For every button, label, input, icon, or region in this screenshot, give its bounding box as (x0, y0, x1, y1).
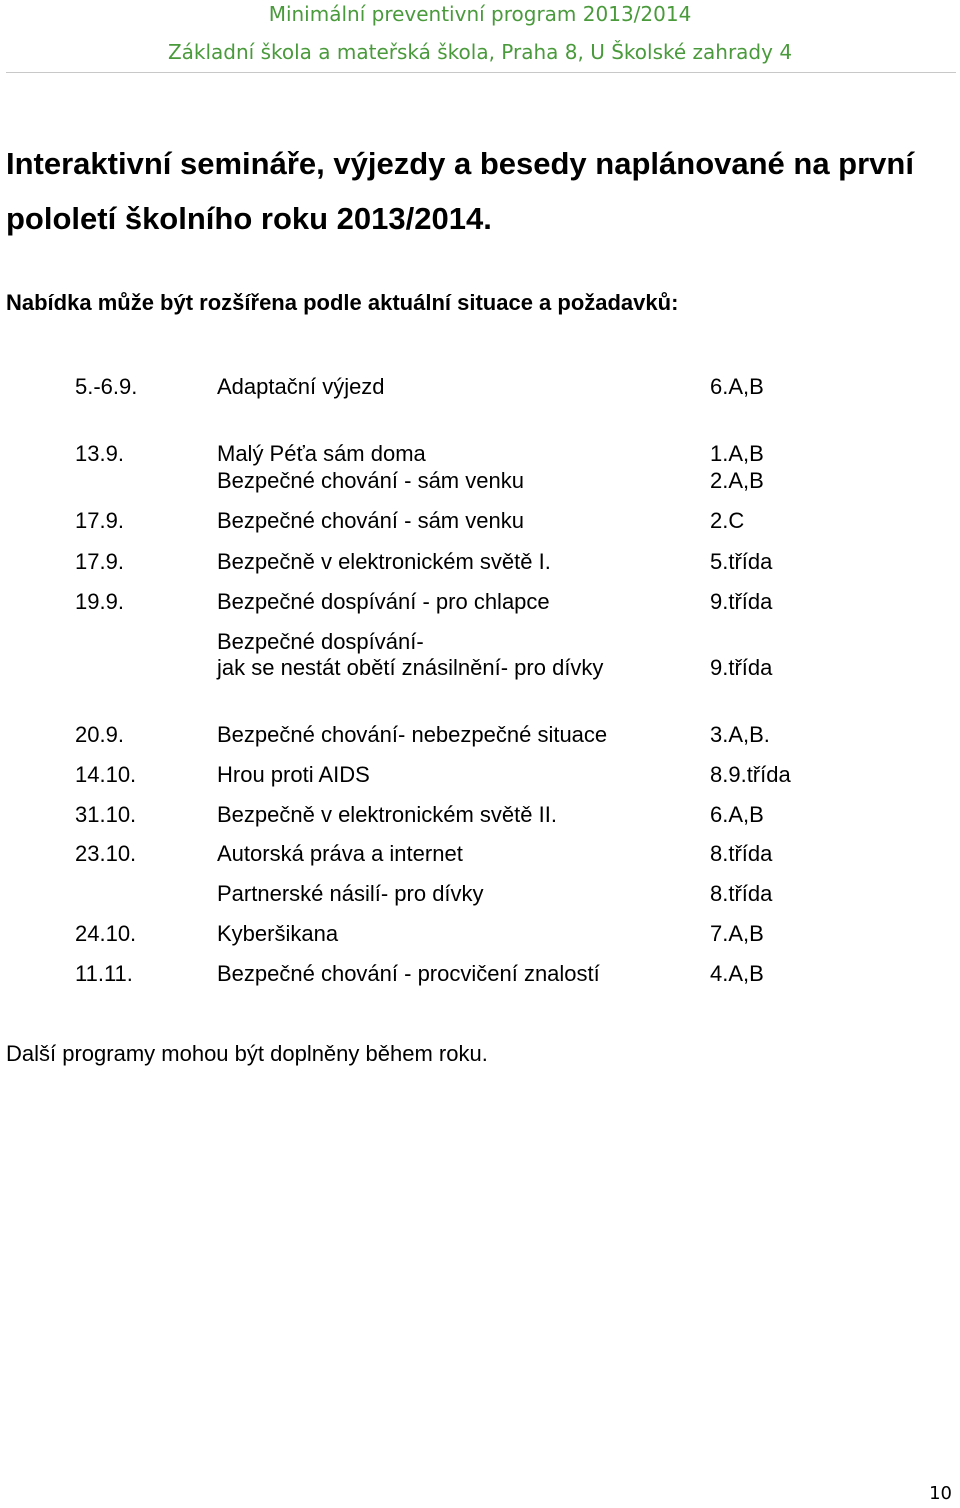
schedule-title: Kyberšikana (217, 921, 339, 946)
schedule-class: 6.A,B (710, 374, 764, 399)
schedule-title: Bezpečné chování - sám venku (217, 508, 524, 533)
schedule-class: 9.třída (710, 655, 773, 680)
schedule-title: Partnerské násilí- pro dívky (217, 881, 484, 906)
schedule-class: 6.A,B (710, 802, 764, 827)
schedule-title: Bezpečné chování - sám venku (217, 468, 524, 493)
schedule-class: 1.A,B (710, 441, 764, 466)
page-title-line1: Interaktivní semináře, výjezdy a besedy naplánované na první (6, 146, 914, 181)
schedule-class: 2.A,B (710, 468, 764, 493)
schedule-date: 24.10. (75, 921, 137, 946)
schedule-class: 3.A,B. (710, 722, 770, 747)
schedule-date: 23.10. (75, 841, 137, 866)
schedule-date: 11.11. (75, 961, 133, 986)
schedule-class: 8.třída (710, 841, 773, 866)
schedule-date: 17.9. (75, 508, 124, 533)
page-title (6, 136, 954, 246)
schedule-title: Bezpečné chování- nebezpečné situace (217, 722, 608, 747)
schedule-title: Adaptační výjezd (217, 374, 385, 399)
schedule-class: 8.třída (710, 881, 773, 906)
schedule-class: 4.A,B (710, 961, 764, 986)
schedule-class: 9.třída (710, 589, 773, 614)
schedule-title: Malý Péťa sám doma (217, 441, 426, 466)
schedule-date: 13.9. (75, 441, 124, 466)
schedule-date: 14.10. (75, 762, 137, 787)
schedule-date: 31.10. (75, 802, 137, 827)
schedule-date: 5.-6.9. (75, 374, 138, 399)
schedule-class: 5.třída (710, 549, 773, 574)
schedule-title: Bezpečné dospívání - pro chlapce (217, 589, 550, 614)
page-title-line2: pololetí školního roku 2013/2014. (6, 201, 492, 236)
schedule-title: Bezpečné chování - procvičení znalostí (217, 961, 600, 986)
header-divider (6, 72, 956, 73)
schedule-title: Bezpečně v elektronickém světě I. (217, 549, 551, 574)
footer-note: Další programy mohou být doplněny během roku. (6, 1041, 488, 1066)
schedule-title: Autorská práva a internet (217, 841, 463, 866)
header-school-name: Základní škola a mateřská škola, Praha 8, U Školské zahrady 4 (167, 40, 793, 64)
schedule-title: Bezpečné dospívání- (217, 629, 424, 654)
offer-note: Nabídka může být rozšířena podle aktuální situace a požadavků: (6, 290, 679, 315)
schedule-class: 2.C (710, 508, 745, 533)
schedule-class: 8.9.třída (710, 762, 791, 787)
schedule-title: Bezpečně v elektronickém světě II. (217, 802, 557, 827)
schedule-date: 20.9. (75, 722, 124, 747)
schedule-date: 17.9. (75, 549, 124, 574)
schedule-title: jak se nestát obětí znásilnění- pro dívky (217, 655, 604, 680)
header-program-title: Minimální preventivní program 2013/2014 (268, 2, 692, 26)
schedule-date: 19.9. (75, 589, 124, 614)
page-number: 10 (929, 1483, 952, 1504)
schedule-class: 7.A,B (710, 921, 764, 946)
schedule-title: Hrou proti AIDS (217, 762, 370, 787)
